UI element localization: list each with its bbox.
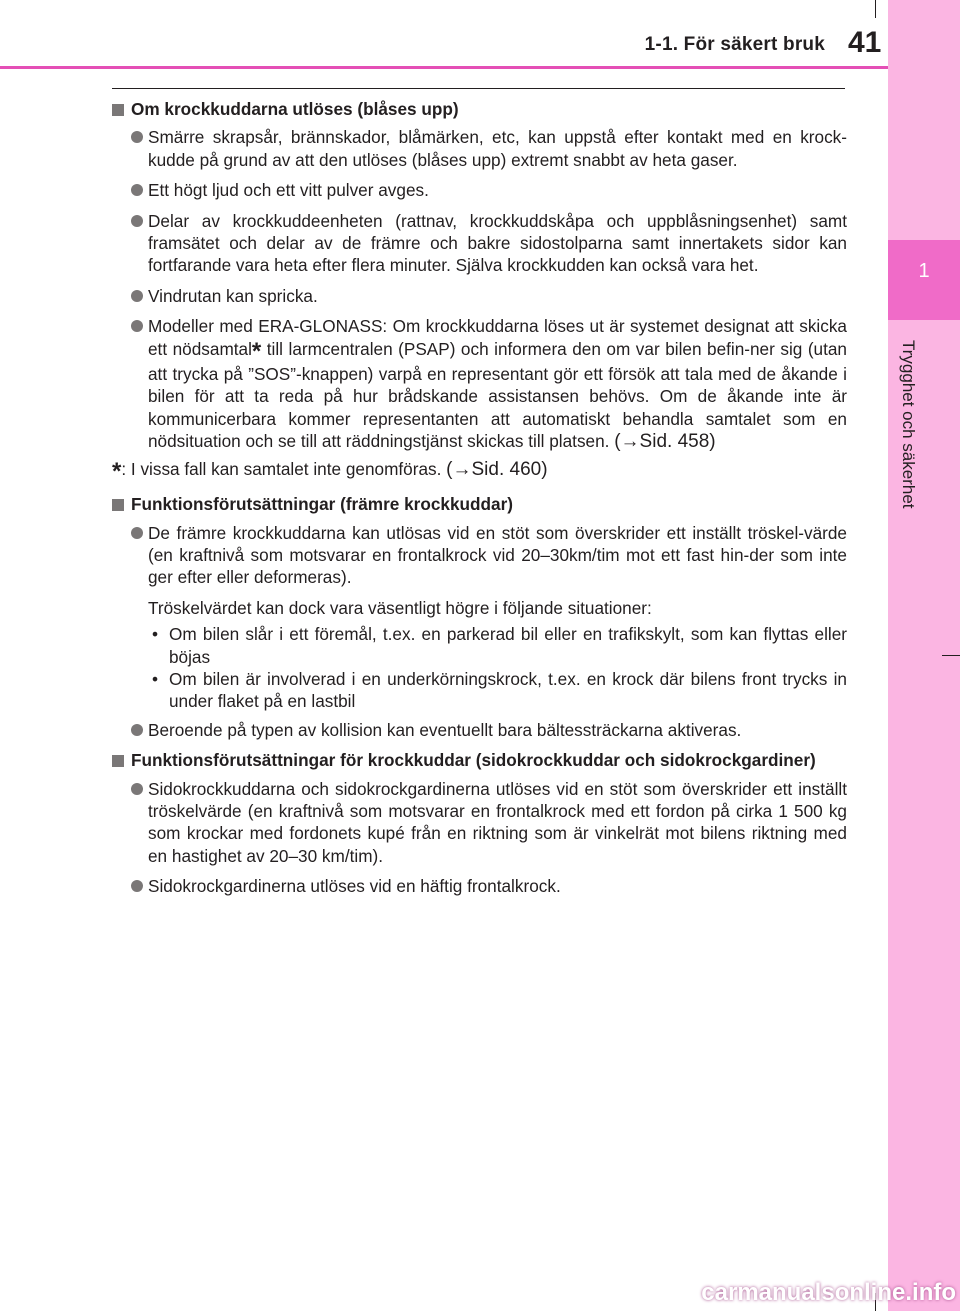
round-bullet-icon — [131, 783, 143, 795]
list-item — [112, 875, 847, 897]
footnote-star-marker: * — [251, 337, 262, 365]
crop-mark — [875, 0, 876, 18]
section-title: 1-1. För säkert bruk — [644, 34, 825, 55]
header-rule — [0, 66, 888, 69]
list-item-text: Ett högt ljud och ett vitt pulver avges. — [148, 180, 429, 201]
sub-list-item-text: Om bilen är involverad i en underkörningskrock, t.ex. en krock där bilens front trycks in under flaket på en lastbil — [169, 668, 847, 712]
round-bullet-icon — [131, 184, 143, 196]
section-heading — [112, 493, 847, 515]
sub-list-item-text: Om bilen slår i ett föremål, t.ex. en parkerad bil eller en trafikskylt, som kan flyttas eller böjas — [169, 624, 847, 667]
round-bullet-icon — [131, 215, 143, 227]
page-reference-link[interactable]: (→Sid. 460) — [446, 458, 548, 480]
content-top-rule — [112, 88, 845, 89]
round-bullet-icon — [131, 290, 143, 302]
list-item-text: till larmcentralen (PSAP) och informera den om var bilen befin-ner sig (utan att trycka på ”SOS”-knappen) varpå en representant gör ett försök att tala med de åkande i bilen för att ta reda på hur brådskande assistansen behövs. Om de åkande inte är kommunicerbara kommer representanten att automatiskt behandla samtalet som en nödsituation och se till att räddningstjänst skickas till platsen. — [148, 338, 847, 452]
sub-list-item — [112, 668, 847, 713]
list-item — [112, 126, 847, 171]
page-number: 41 — [848, 26, 882, 59]
round-bullet-icon — [131, 527, 143, 539]
list-item-era-glonass — [112, 315, 847, 453]
round-bullet-icon — [131, 880, 143, 892]
footnote-text: : I vissa fall kan samtalet inte genomföras. — [121, 458, 442, 479]
list-item-text: Sidokrockgardinerna utlöses vid en häftig frontalkrock. — [148, 876, 561, 897]
list-item — [112, 210, 847, 277]
list-item — [112, 522, 847, 589]
dot-marker: • — [152, 624, 159, 645]
list-item — [112, 285, 847, 307]
watermark-text: carmanualsonline.info — [701, 1279, 956, 1306]
sub-list-item — [112, 623, 847, 668]
dot-marker: • — [152, 668, 159, 689]
list-item — [112, 778, 847, 868]
list-item — [112, 719, 847, 741]
paragraph: Tröskelvärdet kan dock vara väsentligt högre i följande situationer: — [148, 597, 652, 618]
list-item-text: Beroende på typen av kollision kan eventuellt bara bältessträckarna aktiveras. — [148, 719, 742, 740]
list-item-text: Delar av krockkuddeenheten (rattnav, krockkuddskåpa och uppblåsningsenhet) samt framsätet och delar av de främre och bakre sidostolparna samt innertakets sidor kan fortfarande vara heta efter flera minuter. Själva krockkudden kan också vara het. — [148, 210, 847, 276]
page-reference-link[interactable]: (→Sid. 458) — [614, 431, 716, 453]
chapter-number: 1 — [918, 260, 930, 282]
round-bullet-icon — [131, 724, 143, 736]
list-item-text: De främre krockkuddarna kan utlösas vid en stöt som överskrider ett inställt tröskel-värde (en kraftnivå som motsvarar en frontalkrock vid 20–30km/tim mot ett fast hin-der som inte ger efter eller deformeras). — [148, 522, 847, 588]
section-heading-text: Funktionsförutsättningar (främre krockkuddar) — [131, 494, 513, 515]
square-bullet-icon — [112, 499, 124, 511]
round-bullet-icon — [131, 131, 143, 143]
list-item-text: Smärre skrapsår, brännskador, blåmärken, etc, kan uppstå efter kontakt med en krock-kudde på grund av att den utlöses (blåses upp) extremt snabbt av heta gaser. — [148, 127, 847, 170]
list-item — [112, 179, 847, 201]
list-item-text: Modeller med ERA-GLONASS: Om krockkuddarna löses ut är systemet designat att skicka ett nödsamtal — [148, 316, 847, 359]
section-heading — [112, 749, 847, 771]
crop-mark — [942, 655, 960, 656]
footnote — [112, 458, 847, 483]
section-heading-text: Funktionsförutsättningar för krockkuddar (sidokrockkuddar och sidokrockgardiner) — [131, 750, 816, 771]
chapter-label: Trygghet och säkerhet — [899, 340, 918, 509]
list-item-text: Sidokrockkuddarna och sidokrockgardinerna utlöses vid en stöt som överskrider ett inställt tröskelvärde (en kraftnivå som motsvarar en frontalkrock med ett fordon på cirka 1 500 kg som krockar med fordonets kupé från en riktning som är vinkelrät mot bilens riktning med en hastighet av 20–30 km/tim). — [148, 778, 847, 866]
square-bullet-icon — [112, 104, 124, 116]
square-bullet-icon — [112, 755, 124, 767]
round-bullet-icon — [131, 320, 143, 332]
section-heading — [112, 98, 847, 120]
footnote-star-marker: * — [112, 457, 122, 485]
section-heading-text: Om krockkuddarna utlöses (blåses upp) — [131, 99, 459, 119]
page-body — [112, 98, 847, 906]
list-item-text: Vindrutan kan spricka. — [148, 285, 318, 306]
